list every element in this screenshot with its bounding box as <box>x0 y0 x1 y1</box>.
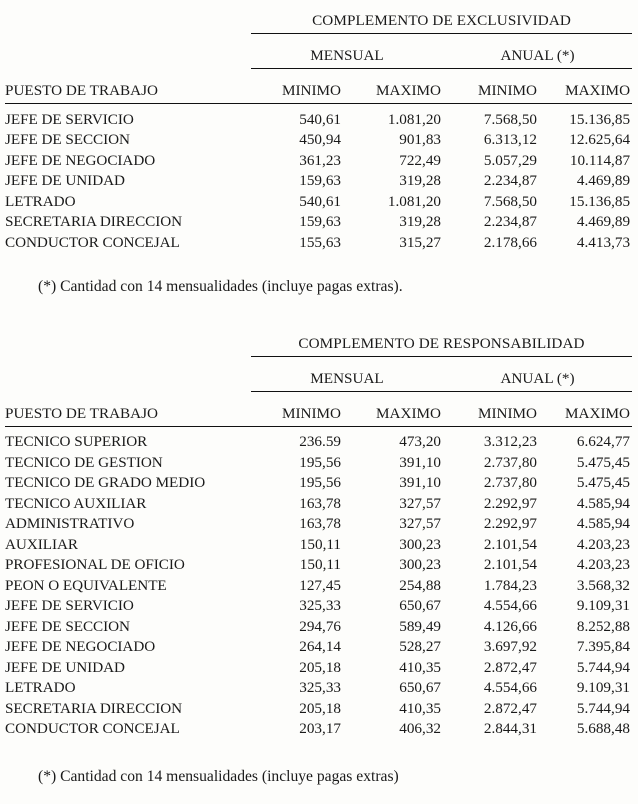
cell-mensual-min: 540,61 <box>299 192 341 210</box>
table-row <box>5 636 632 657</box>
cell-puesto: TECNICO DE GESTION <box>5 453 163 471</box>
cell-anual-min: 4.554,66 <box>483 679 537 696</box>
group-title-spacer <box>5 0 251 34</box>
cell-mensual-min: 294,76 <box>299 617 341 635</box>
cell-puesto: JEFE DE SERVICIO <box>5 110 134 128</box>
salary-table-exclusividad <box>5 0 632 252</box>
table-row <box>5 615 632 636</box>
cell-mensual-min: 163,78 <box>299 494 341 512</box>
table-row <box>5 533 632 554</box>
column-header-mensual-minimo: MINIMO <box>251 69 343 104</box>
cell-anual-max: 5.744,94 <box>576 699 630 717</box>
table-header <box>5 0 632 104</box>
cell-puesto: JEFE DE UNIDAD <box>5 658 125 676</box>
cell-anual-max: 12.625,64 <box>569 131 631 148</box>
cell-mensual-max: 410,35 <box>399 658 441 676</box>
cell-puesto: SECRETARIA DIRECCION <box>5 699 183 717</box>
cell-puesto: ADMINISTRATIVO <box>5 515 135 532</box>
table-row <box>5 231 632 252</box>
cell-mensual-min: 150,11 <box>299 556 341 573</box>
column-header-anual-minimo: MINIMO <box>443 391 539 426</box>
column-header-row <box>5 69 632 104</box>
table-row <box>5 129 632 150</box>
cell-anual-max: 4.203,23 <box>576 535 630 553</box>
cell-anual-min: 2.292,97 <box>483 494 537 512</box>
cell-anual-max: 10.114,87 <box>569 151 631 169</box>
cell-mensual-min: 325,33 <box>299 679 341 696</box>
cell-anual-max: 15.136,85 <box>569 110 631 128</box>
cell-mensual-max: 528,27 <box>399 638 441 655</box>
cell-mensual-max: 650,67 <box>399 679 441 696</box>
cell-puesto: TECNICO SUPERIOR <box>5 433 148 450</box>
footnote-exclusividad: (*) Cantidad con 14 mensualidades (incluye pagas extras). <box>38 277 403 295</box>
subgroup-title-row <box>5 356 632 391</box>
cell-mensual-max: 300,23 <box>399 535 441 553</box>
cell-anual-min: 2.872,47 <box>483 658 537 676</box>
column-header-anual-minimo: MINIMO <box>443 69 539 104</box>
column-header-puesto: PUESTO DE TRABAJO <box>5 391 251 426</box>
cell-mensual-max: 315,27 <box>399 233 441 251</box>
cell-mensual-min: 159,63 <box>299 213 341 230</box>
table-row <box>5 656 632 677</box>
cell-mensual-min: 155,63 <box>299 233 341 251</box>
table-row <box>5 170 632 191</box>
cell-mensual-max: 1.081,20 <box>387 110 441 128</box>
cell-mensual-min: 205,18 <box>299 658 341 676</box>
cell-anual-max: 4.203,23 <box>576 556 630 573</box>
cell-mensual-max: 254,88 <box>399 576 441 594</box>
cell-mensual-min: 203,17 <box>299 720 341 737</box>
cell-mensual-min: 325,33 <box>299 597 341 614</box>
subgroup-mensual: MENSUAL <box>251 356 443 391</box>
table-row <box>5 104 632 129</box>
subgroup-anual: ANUAL (*) <box>443 356 632 391</box>
cell-puesto: CONDUCTOR CONCEJAL <box>5 233 180 251</box>
group-title-responsabilidad: COMPLEMENTO DE RESPONSABILIDAD <box>251 323 632 357</box>
cell-anual-max: 4.469,89 <box>576 172 631 189</box>
table-row <box>5 595 632 616</box>
cell-puesto: AUXILIAR <box>5 535 78 553</box>
group-title-spacer <box>5 323 251 357</box>
cell-anual-min: 7.568,50 <box>483 192 537 210</box>
cell-anual-min: 5.057,29 <box>483 151 537 169</box>
table-row <box>5 677 632 698</box>
cell-anual-max: 9.109,31 <box>576 679 630 696</box>
cell-anual-max: 6.624,77 <box>576 433 630 450</box>
cell-anual-min: 2.844,31 <box>483 720 537 737</box>
salary-table-responsabilidad <box>5 323 632 739</box>
cell-mensual-min: 127,45 <box>299 576 341 594</box>
cell-anual-max: 4.413,73 <box>576 233 631 251</box>
cell-anual-max: 8.252,88 <box>576 617 630 635</box>
table-row <box>5 697 632 718</box>
cell-puesto: PEON O EQUIVALENTE <box>5 576 167 594</box>
cell-mensual-max: 406,32 <box>399 720 441 737</box>
column-header-puesto: PUESTO DE TRABAJO <box>5 69 251 104</box>
group-title-row <box>5 0 632 34</box>
cell-anual-max: 7.395,84 <box>576 638 630 655</box>
cell-mensual-min: 205,18 <box>299 699 341 717</box>
cell-anual-min: 2.872,47 <box>483 699 537 717</box>
table-row <box>5 472 632 493</box>
cell-puesto: LETRADO <box>5 679 76 696</box>
table-row <box>5 513 632 534</box>
cell-mensual-min: 195,56 <box>299 453 341 471</box>
cell-puesto: CONDUCTOR CONCEJAL <box>5 720 180 737</box>
column-header-anual-maximo: MAXIMO <box>539 391 632 426</box>
cell-anual-min: 2.234,87 <box>483 172 537 189</box>
column-header-row <box>5 391 632 426</box>
table-row <box>5 574 632 595</box>
cell-anual-min: 2.737,80 <box>483 474 537 491</box>
cell-anual-max: 5.475,45 <box>576 474 630 491</box>
cell-mensual-max: 327,57 <box>399 494 441 512</box>
group-title-exclusividad: COMPLEMENTO DE EXCLUSIVIDAD <box>251 0 632 34</box>
cell-anual-min: 2.234,87 <box>483 213 537 230</box>
cell-anual-max: 4.585,94 <box>576 515 630 532</box>
column-header-mensual-minimo: MINIMO <box>251 391 343 426</box>
table-body-responsabilidad <box>5 426 632 738</box>
cell-mensual-min: 540,61 <box>299 110 341 128</box>
cell-anual-min: 4.126,66 <box>483 617 537 635</box>
cell-anual-min: 2.178,66 <box>483 233 537 251</box>
cell-mensual-min: 361,23 <box>299 151 341 169</box>
cell-puesto: TECNICO AUXILIAR <box>5 494 147 512</box>
table-body-exclusividad <box>5 104 632 252</box>
cell-mensual-min: 195,56 <box>299 474 341 491</box>
cell-anual-max: 5.475,45 <box>576 453 630 471</box>
cell-anual-min: 7.568,50 <box>483 110 537 128</box>
cell-anual-max: 9.109,31 <box>576 597 630 614</box>
cell-mensual-max: 327,57 <box>399 515 441 532</box>
cell-mensual-max: 300,23 <box>399 556 441 573</box>
table-row <box>5 492 632 513</box>
cell-mensual-min: 150,11 <box>299 535 341 553</box>
cell-mensual-min: 264,14 <box>299 638 341 655</box>
cell-anual-min: 1.784,23 <box>483 576 537 594</box>
table-row <box>5 426 632 451</box>
cell-puesto: TECNICO DE GRADO MEDIO <box>5 474 206 491</box>
subgroup-mensual: MENSUAL <box>251 34 443 69</box>
cell-anual-max: 3.568,32 <box>576 576 630 594</box>
cell-mensual-max: 391,10 <box>399 453 441 471</box>
subgroup-title-row <box>5 34 632 69</box>
cell-mensual-min: 159,63 <box>299 172 341 189</box>
table-row <box>5 149 632 170</box>
table-header <box>5 323 632 427</box>
cell-mensual-min: 236.59 <box>299 433 341 450</box>
cell-mensual-max: 410,35 <box>399 699 441 717</box>
table-row <box>5 451 632 472</box>
cell-anual-min: 2.292,97 <box>483 515 537 532</box>
cell-puesto: JEFE DE SECCION <box>5 617 130 635</box>
cell-anual-min: 2.101,54 <box>483 556 537 573</box>
table-row <box>5 718 632 739</box>
subgroup-anual: ANUAL (*) <box>443 34 632 69</box>
cell-anual-min: 6.313,12 <box>483 131 537 148</box>
cell-puesto: JEFE DE UNIDAD <box>5 172 125 189</box>
cell-puesto: JEFE DE NEGOCIADO <box>5 151 156 169</box>
cell-mensual-max: 1.081,20 <box>387 192 441 210</box>
cell-puesto: JEFE DE SECCION <box>5 131 130 148</box>
cell-mensual-max: 589,49 <box>399 617 441 635</box>
cell-anual-max: 4.585,94 <box>576 494 630 512</box>
cell-anual-max: 5.744,94 <box>576 658 630 676</box>
cell-mensual-max: 391,10 <box>399 474 441 491</box>
subgroup-spacer <box>5 34 251 69</box>
cell-anual-min: 2.737,80 <box>483 453 537 471</box>
column-header-anual-maximo: MAXIMO <box>539 69 632 104</box>
table-row <box>5 554 632 575</box>
cell-anual-max: 4.469,89 <box>576 213 631 230</box>
cell-mensual-max: 319,28 <box>399 213 441 230</box>
cell-puesto: LETRADO <box>5 192 76 210</box>
cell-anual-min: 4.554,66 <box>483 597 537 614</box>
cell-puesto: JEFE DE SERVICIO <box>5 597 134 614</box>
subgroup-spacer <box>5 356 251 391</box>
cell-puesto: JEFE DE NEGOCIADO <box>5 638 156 655</box>
cell-anual-min: 2.101,54 <box>483 535 537 553</box>
table-row <box>5 190 632 211</box>
cell-mensual-max: 650,67 <box>399 597 441 614</box>
column-header-mensual-maximo: MAXIMO <box>343 69 443 104</box>
cell-mensual-max: 722,49 <box>399 151 441 169</box>
group-title-row <box>5 323 632 357</box>
cell-mensual-max: 901,83 <box>399 131 441 148</box>
cell-anual-min: 3.697,92 <box>483 638 537 655</box>
cell-anual-max: 5.688,48 <box>576 720 630 737</box>
cell-mensual-min: 163,78 <box>299 515 341 532</box>
table-row <box>5 211 632 232</box>
cell-puesto: PROFESIONAL DE OFICIO <box>5 556 185 573</box>
cell-mensual-max: 473,20 <box>399 433 441 450</box>
cell-mensual-max: 319,28 <box>399 172 441 189</box>
column-header-mensual-maximo: MAXIMO <box>343 391 443 426</box>
cell-anual-max: 15.136,85 <box>569 192 631 210</box>
cell-mensual-min: 450,94 <box>299 131 341 148</box>
footnote-responsabilidad: (*) Cantidad con 14 mensualidades (incluye pagas extras) <box>38 768 399 785</box>
cell-anual-min: 3.312,23 <box>483 433 537 450</box>
cell-puesto: SECRETARIA DIRECCION <box>5 213 183 230</box>
